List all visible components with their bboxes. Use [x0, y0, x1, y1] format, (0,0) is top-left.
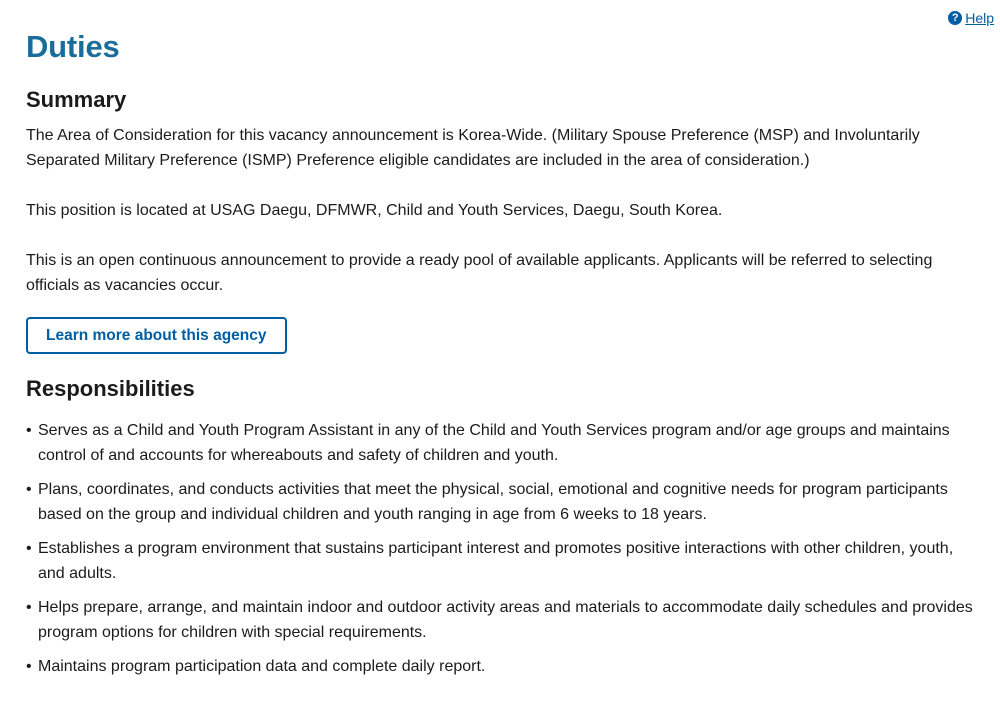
- help-label: Help: [965, 10, 994, 26]
- page-title: Duties: [26, 29, 120, 64]
- bullet: •: [26, 540, 32, 557]
- list-item: [26, 418, 974, 468]
- responsibilities-list: [26, 418, 974, 679]
- responsibilities-heading: Responsibilities: [26, 376, 195, 401]
- bullet: •: [26, 658, 32, 675]
- list-item: [26, 536, 974, 586]
- list-item: [26, 595, 974, 645]
- list-item-text: Helps prepare, arrange, and maintain indoor and outdoor activity areas and materials to accommodate daily schedules and provides program options for children with special requirements.: [38, 599, 973, 641]
- summary-paragraph-announcement: This is an open continuous announcement to provide a ready pool of available applicants. Applicants will be referred to selecting officials as vacancies occur.: [26, 252, 933, 294]
- list-item-text: Plans, coordinates, and conducts activities that meet the physical, social, emotional and cognitive needs for program participants based on the group and individual children and youth ranging in age from 6 weeks to 18 years.: [38, 481, 948, 523]
- question-circle-icon: ?: [948, 11, 962, 25]
- list-item-text: Serves as a Child and Youth Program Assistant in any of the Child and Youth Services program and/or age groups and maintains control of and accounts for whereabouts and safety of children and youth.: [38, 422, 950, 464]
- list-item: [26, 477, 974, 527]
- list-item-text: Maintains program participation data and complete daily report.: [38, 658, 486, 675]
- help-link[interactable]: [948, 10, 994, 26]
- learn-more-agency-button[interactable]: Learn more about this agency: [26, 317, 287, 354]
- summary-heading: Summary: [26, 87, 127, 112]
- summary-paragraph-location: This position is located at USAG Daegu, DFMWR, Child and Youth Services, Daegu, South Korea.: [26, 202, 723, 219]
- list-item-text: Establishes a program environment that sustains participant interest and promotes positive interactions with other children, youth, and adults.: [38, 540, 954, 582]
- list-item: [26, 654, 974, 679]
- bullet: •: [26, 422, 32, 439]
- summary-paragraph-area: The Area of Consideration for this vacancy announcement is Korea-Wide. (Military Spouse Preference (MSP) and Involuntarily Separated Military Preference (ISMP) Preference eligible candidates are included in the area of consideration.): [26, 127, 920, 169]
- bullet: •: [26, 481, 32, 498]
- bullet: •: [26, 599, 32, 616]
